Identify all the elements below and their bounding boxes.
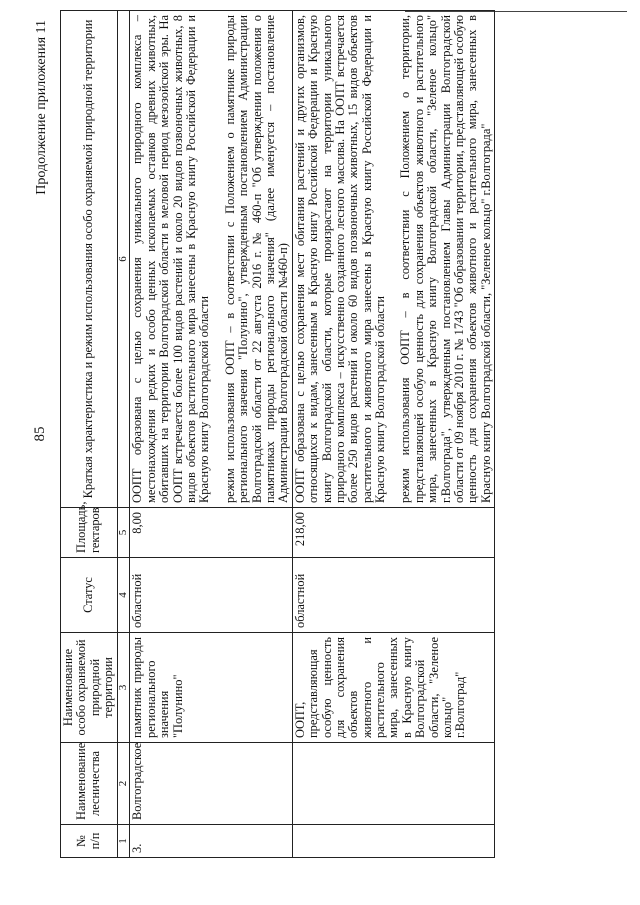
row-description: ООПТ образована с целью сохранения уникального природного комплекса – местонахождения редких и особо ценных ископаемых останков древних животных, обитавших на территории Волгоградской области в меловой период мезозойской эры. На ООПТ встречается более 100 видов растений и около 20 видов позвоночных животных, 8 видов объектов растительного мира занесены в Красную книгу Российской Федерации и Красную книгу Волгоградской области bbox=[130, 15, 212, 503]
column-number: 4 bbox=[117, 558, 130, 633]
page-number: 85 bbox=[32, 426, 48, 442]
header-number: № п/п bbox=[61, 825, 118, 858]
row-number: 3. bbox=[130, 825, 292, 858]
row-number bbox=[292, 825, 494, 858]
row-name: ООПТ, представляющая особую ценность для сохранения объектов животного и растительного мира, занесенных в Красную книгу Волгоградской области, "Зеленое кольцо" г.Волгоград" bbox=[292, 633, 494, 743]
column-number: 1 bbox=[117, 825, 130, 858]
row-name: памятник природы регионального значения "Полунино" bbox=[130, 633, 292, 743]
table-row bbox=[130, 11, 292, 858]
column-number: 3 bbox=[117, 633, 130, 743]
header-description: Краткая характеристика и режим использования особо охраняемой природной территории bbox=[61, 11, 118, 508]
row-status: областной bbox=[130, 558, 292, 633]
column-number: 6 bbox=[117, 11, 130, 508]
row-area: 8,00 bbox=[130, 508, 292, 558]
oopt-table bbox=[60, 10, 495, 858]
appendix-continuation: Продолжение приложения 11 bbox=[34, 20, 49, 195]
row-area: 218,00 bbox=[292, 508, 494, 558]
header-forestry: Наименование лесничества bbox=[61, 743, 118, 825]
row-description-cell bbox=[292, 11, 494, 508]
row-regime: режим использования ООПТ – в соответствии с Положением о территории, представляющей особую ценность для сохранения объектов животного и растительного мира, занесенных в Красную книгу Волгоградской области, "Зеленое кольцо" г.Волгограда", утвержденным постановлением Главы Администрации Волгоградской области от 09 ноября 2010 г. № 1743 "Об образовании территории, представляющей особую ценность для сохранения объектов животного и растительного мира, занесенных в Красную книгу Волгоградской области, "Зеленое кольцо" г.Волгограда" bbox=[398, 15, 493, 503]
column-number: 2 bbox=[117, 743, 130, 825]
table-row bbox=[292, 11, 494, 858]
rotated-page bbox=[32, 0, 576, 868]
row-regime: режим использования ООПТ – в соответствии с Положением о памятнике природы регионального значения "Полунино", утвержденным постановлением Администрации Волгоградской области от 22 августа 2016 г. № 460-п "Об утверждении положения о памятниках природы регионального значения" (далее именуется – постановление Администрации Волгоградской области №460-п) bbox=[222, 15, 291, 503]
row-status: областной bbox=[292, 558, 494, 633]
header-name: Наименование особо охраняемой природной территории bbox=[61, 633, 118, 743]
row-forestry: Волгоградское bbox=[130, 743, 292, 825]
header-status: Статус bbox=[61, 558, 118, 633]
row-forestry bbox=[292, 743, 494, 825]
header-area: Площадь, гектаров bbox=[61, 508, 118, 558]
row-description: ООПТ образована с целью сохранения мест обитания растений и других организмов, относящихся к видам, занесенным в Красную книгу Российской Федерации и Красную книгу Волгоградской области, которые произрастают на территории уникального природного комплекса – искусственно созданного лесного массива. На ООПТ встречается более 250 видов растений и около 60 видов позвоночных животных, 15 видов объектов растительного и животного мира занесены в Красную книгу Российской Федерации и Красную книгу Волгоградской области bbox=[292, 15, 388, 503]
column-number-row bbox=[117, 11, 130, 858]
column-number: 5 bbox=[117, 508, 130, 558]
table-header-row bbox=[61, 11, 118, 858]
row-description-cell bbox=[130, 11, 292, 508]
